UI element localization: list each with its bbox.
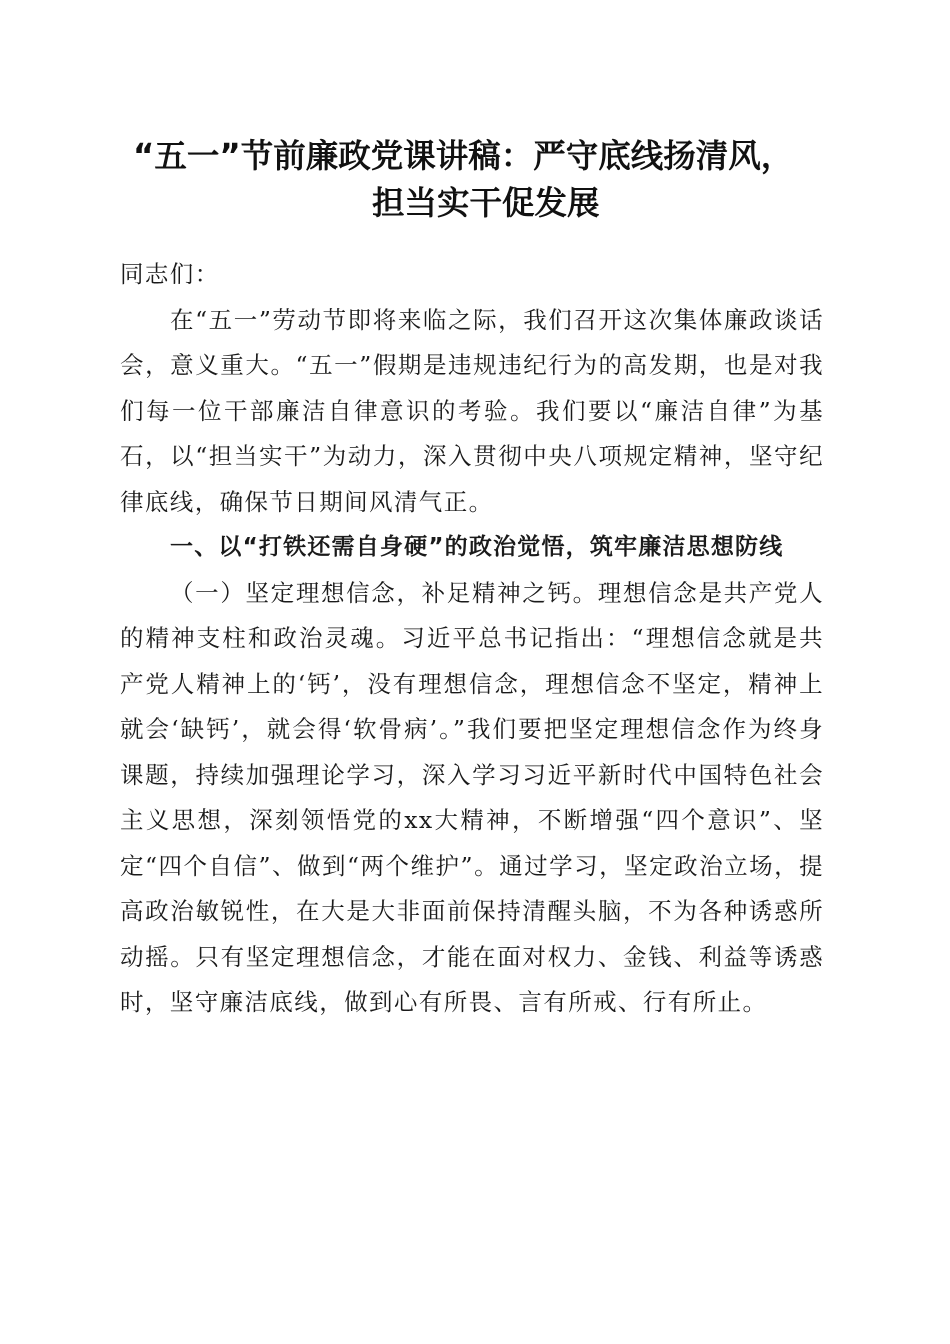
- intro-paragraph: 在“五一”劳动节即将来临之际，我们召开这次集体廉政谈话会，意义重大。“五一”假期是违规违纪行为的高发期，也是对我们每一位干部廉洁自律意识的考验。我们要以“廉洁自律”为基石，以“担当实干”为动力，深入贯彻中央八项规定精神，坚守纪律底线，确保节日期间风清气正。: [120, 305, 824, 516]
- section-1-heading: 一、以“打铁还需自身硬”的政治觉悟，筑牢廉洁思想防线: [170, 534, 784, 560]
- document-body: [120, 252, 824, 1026]
- section-1-paragraph-1: （一）坚定理想信念，补足精神之钙。理想信念是共产党人的精神支柱和政治灵魂。习近平总书记指出：“理想信念就是共产党人精神上的‘钙’，没有理想信念，理想信念不坚定，精神上就会‘缺钙’，就会得‘软骨病’。”我们要把坚定理想信念作为终身课题，持续加强理论学习，深入学习习近平新时代中国特色社会主义思想，深刻领悟党的xx大精神，不断增强“四个意识”、坚定“四个自信”、做到“两个维护”。通过学习，坚定政治立场，提高政治敏锐性，在大是大非面前保持清醒头脑，不为各种诱惑所动摇。只有坚定理想信念，才能在面对权力、金钱、利益等诱惑时，坚守廉洁底线，做到心有所畏、言有所戒、行有所止。: [120, 578, 824, 1016]
- document-title: [120, 133, 860, 227]
- salutation: 同志们：: [120, 260, 220, 288]
- title-line-1: “五一”节前廉政党课讲稿：严守底线扬清风，: [133, 137, 794, 175]
- title-line-2: 担当实干促发展: [372, 184, 600, 222]
